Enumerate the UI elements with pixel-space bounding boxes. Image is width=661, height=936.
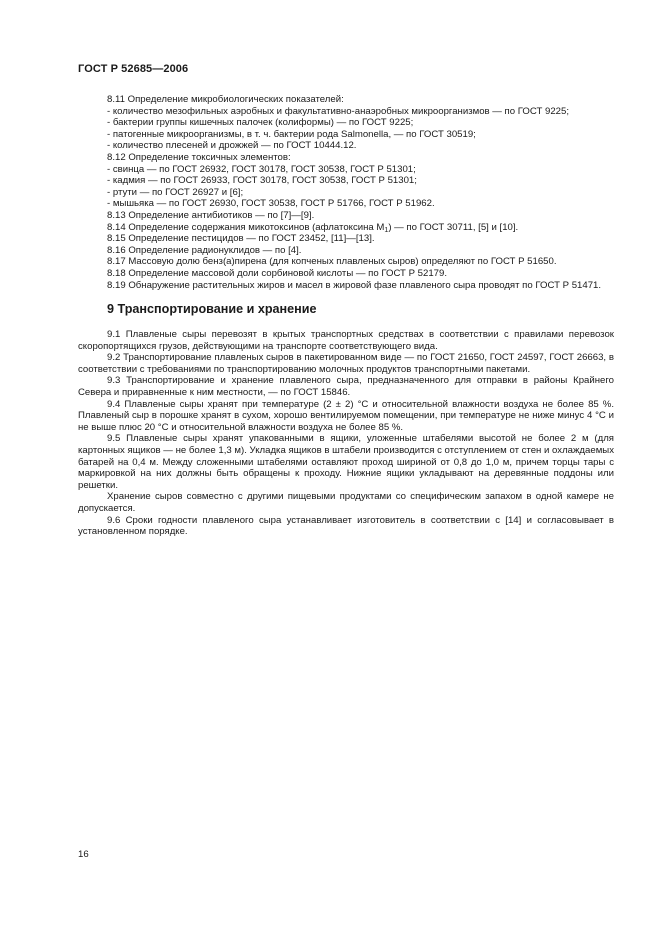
paragraph-9-3: 9.3 Транспортирование и хранение плавленого сыра, предназначенного для отправки в районы Крайнего Севера и приравненные к ним местности, — по ГОСТ 15846.: [78, 375, 614, 399]
paragraph-9-2: 9.2 Транспортирование плавленых сыров в пакетированном виде — по ГОСТ 21650, ГОСТ 24597, ГОСТ 26663, в соответствии с требованиями по транспортированию молочных продуктов транспортными пакетами.: [78, 352, 614, 375]
paragraph-9-4: 9.4 Плавленые сыры хранят при температуре (2 ± 2) °С и относительной влажности воздуха не более 85 %. Плавленый сыр в порошке хранят в сухом, хорошо вентилируемом помещении, при температуре не ниже минус 4 °С и не выше плюс 20 °С и относительной влажности воздуха не более 85 %.: [78, 398, 614, 433]
page-number: 16: [78, 849, 89, 860]
paragraph-8-12: 8.12 Определение токсичных элементов:: [107, 151, 291, 163]
mycotoxin-text-before: 8.14 Определение содержания микотоксинов (афлатоксина M: [107, 221, 385, 233]
list-item-mesophilic: - количество мезофильных аэробных и факультативно-анаэробных микроорганизмов — по ГОСТ 9225;: [107, 105, 570, 117]
list-item-pathogens: - патогенные микроорганизмы, в т. ч. бактерии рода Salmonella, — по ГОСТ 30519;: [107, 128, 476, 140]
paragraph-8-15: 8.15 Определение пестицидов — по ГОСТ 23452, [11]—[13].: [107, 233, 375, 245]
paragraph-9-6: 9.6 Сроки годности плавленого сыра устанавливает изготовитель в соответствии с [14] и согласовывает в установленном порядке.: [78, 514, 614, 538]
document-body: [78, 94, 614, 538]
paragraph-8-11: 8.11 Определение микробиологических показателей:: [107, 94, 344, 105]
list-item-lead: - свинца — по ГОСТ 26932, ГОСТ 30178, ГОСТ 30538, ГОСТ Р 51301;: [107, 163, 416, 175]
document-header: ГОСТ Р 52685—2006: [78, 63, 189, 75]
paragraph-8-17: 8.17 Массовую долю бенз(а)пирена (для копченых плавленых сыров) определяют по ГОСТ Р 51650.: [107, 256, 557, 268]
paragraph-9-5: 9.5 Плавленые сыры хранят упакованными в ящики, уложенные штабелями высотой не более 2 м (для картонных ящиков — не более 1,3 м). Укладка ящиков в штабели производится с отступлением от стен и охлаждаемых батарей на 0,4 м. Между сложенными штабелями оставляют проход шириной от 0,8 до 1,0 м, причем торцы тары с маркировкой на них должны быть обращены к проходу. Нижние ящики укладывают на деревянные поддоны или решетки.: [78, 433, 614, 491]
paragraph-8-14: [78, 222, 614, 234]
aflatoxin-subscript: 1: [384, 226, 389, 234]
paragraph-8-13: 8.13 Определение антибиотиков — по [7]—[9].: [107, 209, 315, 221]
paragraph-9-1: 9.1 Плавленые сыры перевозят в крытых транспортных средствах в соответствии с правилами перевозок скоропортящихся грузов, действующими на транспорте соответствующего вида.: [78, 329, 614, 352]
list-item-molds: - количество плесеней и дрожжей — по ГОСТ 10444.12.: [107, 140, 357, 152]
list-item-cadmium: - кадмия — по ГОСТ 26933, ГОСТ 30178, ГОСТ 30538, ГОСТ Р 51301;: [107, 175, 417, 187]
list-item-mercury: - ртути — по ГОСТ 26927 и [6];: [107, 186, 244, 198]
list-item-arsenic: - мышьяка — по ГОСТ 26930, ГОСТ 30538, ГОСТ Р 51766, ГОСТ Р 51962.: [107, 198, 435, 210]
paragraph-8-16: 8.16 Определение радионуклидов — по [4].: [107, 244, 302, 256]
paragraph-8-18: 8.18 Определение массовой доли сорбиновой кислоты — по ГОСТ Р 52179.: [107, 267, 447, 279]
list-item-coliforms: - бактерии группы кишечных палочек (колиформы) — по ГОСТ 9225;: [107, 117, 414, 129]
mycotoxin-text-after: ) — по ГОСТ 30711, [5] и [10].: [388, 221, 519, 233]
paragraph-storage-note: Хранение сыров совместно с другими пищевыми продуктами со специфическим запахом в одной камере не допускается.: [78, 491, 614, 514]
section-9-heading: 9 Транспортирование и хранение: [107, 302, 317, 317]
paragraph-8-19: 8.19 Обнаружение растительных жиров и масел в жировой фазе плавленого сыра проводят по ГОСТ Р 51471.: [107, 279, 602, 291]
